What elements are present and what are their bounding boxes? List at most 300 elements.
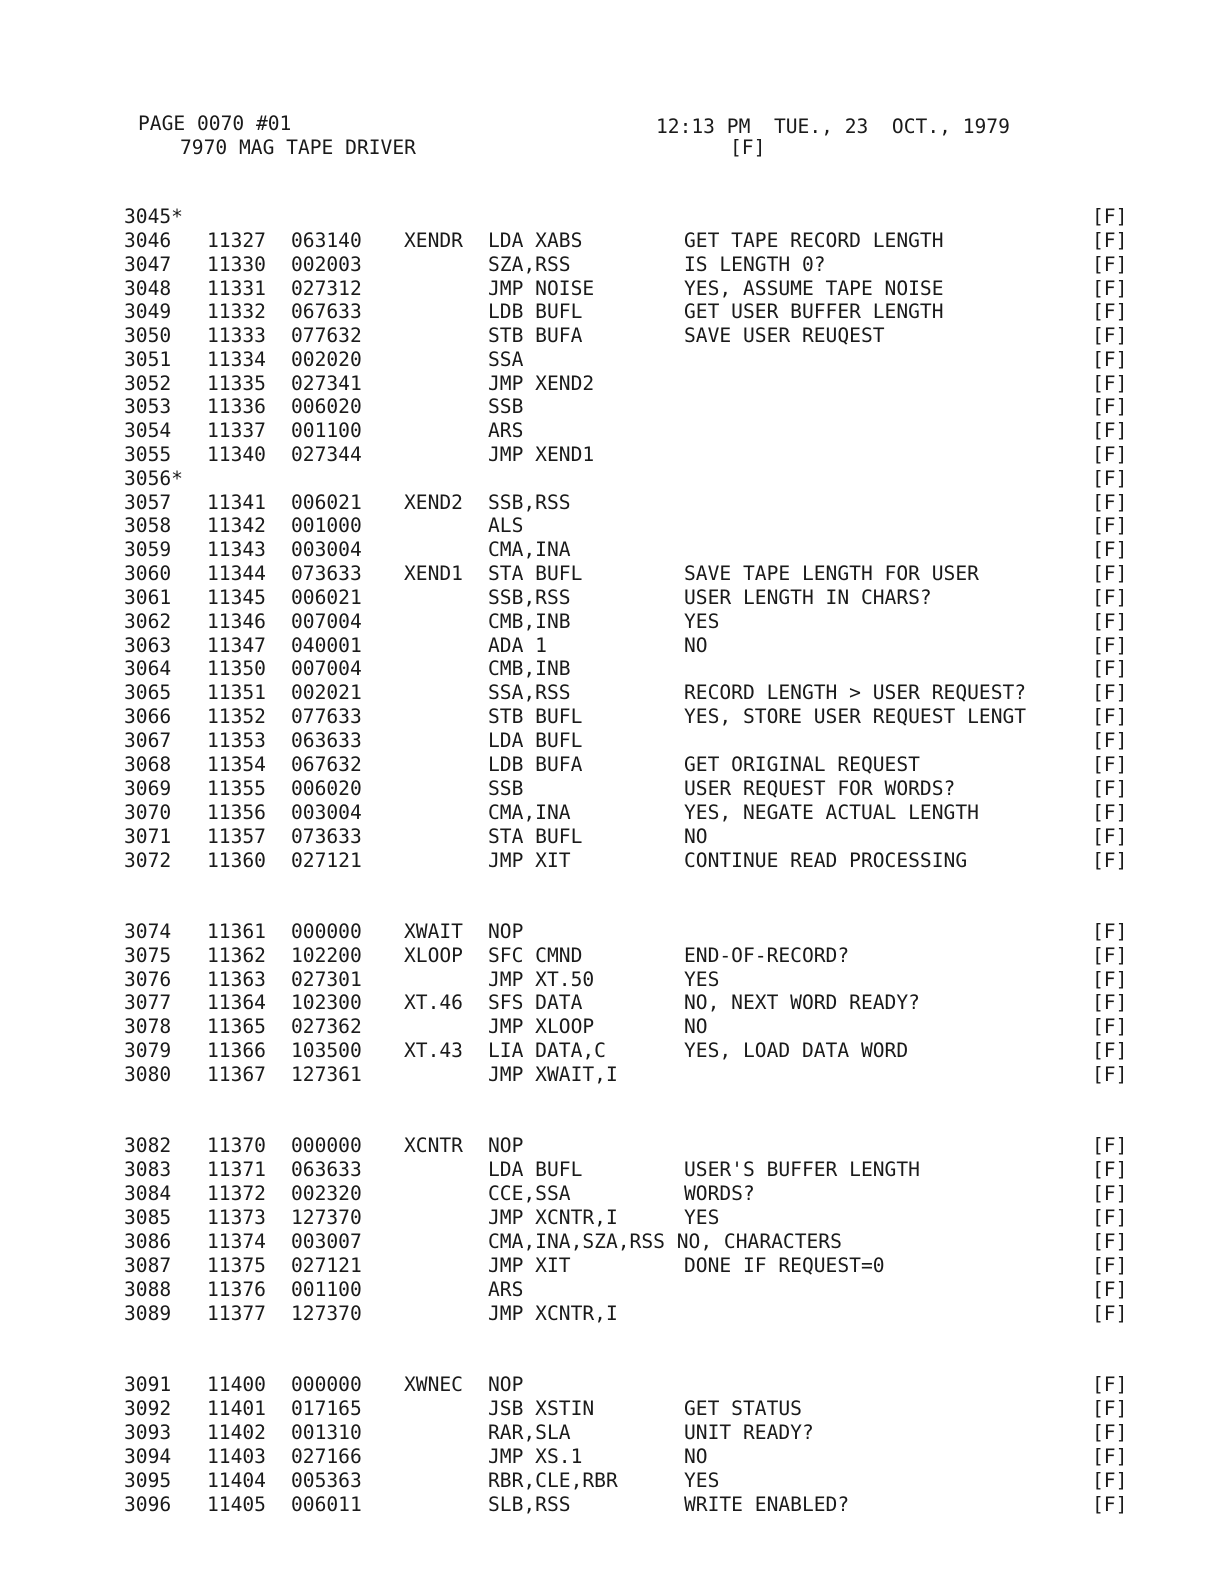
- instruction: SSB,RSS: [488, 491, 571, 514]
- line-number: 3089: [124, 1302, 172, 1325]
- memory-address: 11376: [207, 1278, 266, 1301]
- object-code: 073633: [291, 825, 362, 848]
- line-number: 3092: [124, 1397, 172, 1420]
- instruction: STA BUFL: [488, 562, 583, 585]
- line-number: 3072: [124, 849, 172, 872]
- comment: YES: [684, 1206, 720, 1229]
- instruction: JMP XT.50: [488, 968, 595, 991]
- memory-address: 11371: [207, 1158, 266, 1181]
- memory-address: 11327: [207, 229, 266, 252]
- memory-address: 11343: [207, 538, 266, 561]
- instruction: JMP XCNTR,I: [488, 1206, 618, 1229]
- comment: WRITE ENABLED?: [684, 1493, 850, 1516]
- comment: SAVE TAPE LENGTH FOR USER: [684, 562, 979, 585]
- object-code: 003004: [291, 538, 362, 561]
- object-code: 002020: [291, 348, 362, 371]
- object-code: 027344: [291, 443, 362, 466]
- flag: [F]: [1092, 849, 1128, 872]
- memory-address: 11335: [207, 372, 266, 395]
- comment: NO: [684, 1445, 708, 1468]
- flag: [F]: [1092, 491, 1128, 514]
- instruction: LIA DATA,C: [488, 1039, 606, 1062]
- instruction: SFC CMND: [488, 944, 583, 967]
- object-code: 127370: [291, 1302, 362, 1325]
- listing-line: [0, 1230, 1224, 1254]
- listing-line: [0, 586, 1224, 610]
- memory-address: 11400: [207, 1373, 266, 1396]
- flag: [F]: [1092, 205, 1128, 228]
- object-code: 006011: [291, 1493, 362, 1516]
- memory-address: 11333: [207, 324, 266, 347]
- flag: [F]: [1092, 801, 1128, 824]
- object-code: 000000: [291, 1134, 362, 1157]
- instruction: CMB,INB: [488, 657, 571, 680]
- object-code: 067633: [291, 300, 362, 323]
- line-number: 3045*: [124, 205, 183, 228]
- memory-address: 11365: [207, 1015, 266, 1038]
- flag: [F]: [1092, 920, 1128, 943]
- line-number: 3054: [124, 419, 172, 442]
- instruction: NOP: [488, 1373, 524, 1396]
- listing-line: [0, 419, 1224, 443]
- instruction: ADA 1: [488, 634, 547, 657]
- comment: END-OF-RECORD?: [684, 944, 850, 967]
- line-number: 3075: [124, 944, 172, 967]
- memory-address: 11372: [207, 1182, 266, 1205]
- line-number: 3064: [124, 657, 172, 680]
- listing-line: [0, 1278, 1224, 1302]
- line-number: 3074: [124, 920, 172, 943]
- listing-line: [0, 705, 1224, 729]
- comment: GET STATUS: [684, 1397, 802, 1420]
- instruction: ARS: [488, 1278, 524, 1301]
- object-code: 005363: [291, 1469, 362, 1492]
- flag: [F]: [1092, 1254, 1128, 1277]
- symbol-label: XLOOP: [404, 944, 463, 967]
- memory-address: 11351: [207, 681, 266, 704]
- flag: [F]: [1092, 1493, 1128, 1516]
- memory-address: 11345: [207, 586, 266, 609]
- flag: [F]: [1092, 1373, 1128, 1396]
- instruction: SSA,RSS: [488, 681, 571, 704]
- line-number: 3066: [124, 705, 172, 728]
- line-number: 3088: [124, 1278, 172, 1301]
- object-code: 007004: [291, 610, 362, 633]
- listing-line: [0, 562, 1224, 586]
- flag: [F]: [1092, 1206, 1128, 1229]
- listing-line: [0, 395, 1224, 419]
- object-code: 027362: [291, 1015, 362, 1038]
- memory-address: 11375: [207, 1254, 266, 1277]
- listing-line: [0, 634, 1224, 658]
- memory-address: 11331: [207, 277, 266, 300]
- line-number: 3079: [124, 1039, 172, 1062]
- instruction: LDA XABS: [488, 229, 583, 252]
- line-number: 3093: [124, 1421, 172, 1444]
- line-number: 3050: [124, 324, 172, 347]
- symbol-label: XWNEC: [404, 1373, 463, 1396]
- object-code: 006020: [291, 777, 362, 800]
- comment: USER REQUEST FOR WORDS?: [684, 777, 956, 800]
- memory-address: 11370: [207, 1134, 266, 1157]
- flag: [F]: [1092, 562, 1128, 585]
- comment: NO: [684, 825, 708, 848]
- listing-line: [0, 1063, 1224, 1087]
- symbol-label: XEND2: [404, 491, 463, 514]
- listing-line: [0, 491, 1224, 515]
- line-number: 3077: [124, 991, 172, 1014]
- memory-address: 11344: [207, 562, 266, 585]
- flag: [F]: [1092, 1063, 1128, 1086]
- object-code: 063633: [291, 729, 362, 752]
- line-number: 3046: [124, 229, 172, 252]
- listing-line: [0, 729, 1224, 753]
- instruction: CMA,INA,SZA,RSS NO, CHARACTERS: [488, 1230, 842, 1253]
- instruction: STB BUFA: [488, 324, 583, 347]
- instruction: JMP XS.1: [488, 1445, 583, 1468]
- memory-address: 11366: [207, 1039, 266, 1062]
- listing-line: [0, 1158, 1224, 1182]
- symbol-label: XWAIT: [404, 920, 463, 943]
- instruction: RAR,SLA: [488, 1421, 571, 1444]
- memory-address: 11361: [207, 920, 266, 943]
- comment: NO: [684, 1015, 708, 1038]
- flag: [F]: [1092, 610, 1128, 633]
- instruction: SSA: [488, 348, 524, 371]
- line-number: 3061: [124, 586, 172, 609]
- object-code: 102200: [291, 944, 362, 967]
- listing-line: [0, 991, 1224, 1015]
- memory-address: 11402: [207, 1421, 266, 1444]
- object-code: 003007: [291, 1230, 362, 1253]
- line-number: 3085: [124, 1206, 172, 1229]
- memory-address: 11340: [207, 443, 266, 466]
- flag: [F]: [1092, 1469, 1128, 1492]
- listing-line: [0, 1421, 1224, 1445]
- flag: [F]: [1092, 1134, 1128, 1157]
- line-number: 3076: [124, 968, 172, 991]
- line-number: 3095: [124, 1469, 172, 1492]
- object-code: 006020: [291, 395, 362, 418]
- comment: YES: [684, 1469, 720, 1492]
- flag: [F]: [1092, 348, 1128, 371]
- object-code: 001000: [291, 514, 362, 537]
- memory-address: 11332: [207, 300, 266, 323]
- listing-line: [0, 753, 1224, 777]
- memory-address: 11354: [207, 753, 266, 776]
- listing-line: [0, 1015, 1224, 1039]
- listing-line: [0, 1039, 1224, 1063]
- memory-address: 11405: [207, 1493, 266, 1516]
- memory-address: 11362: [207, 944, 266, 967]
- instruction: LDB BUFL: [488, 300, 583, 323]
- line-number: 3052: [124, 372, 172, 395]
- comment: USER'S BUFFER LENGTH: [684, 1158, 920, 1181]
- memory-address: 11374: [207, 1230, 266, 1253]
- object-code: 000000: [291, 1373, 362, 1396]
- instruction: SSB: [488, 395, 524, 418]
- instruction: JMP XWAIT,I: [488, 1063, 618, 1086]
- object-code: 002003: [291, 253, 362, 276]
- listing-line: [0, 538, 1224, 562]
- line-number: 3070: [124, 801, 172, 824]
- flag: [F]: [1092, 657, 1128, 680]
- instruction: JMP XIT: [488, 1254, 571, 1277]
- line-number: 3078: [124, 1015, 172, 1038]
- listing-line: [0, 1302, 1224, 1326]
- listing-line: [0, 657, 1224, 681]
- instruction: SZA,RSS: [488, 253, 571, 276]
- flag: [F]: [1092, 634, 1128, 657]
- object-code: 001310: [291, 1421, 362, 1444]
- object-code: 063633: [291, 1158, 362, 1181]
- listing-line: [0, 277, 1224, 301]
- document-title: 7970 MAG TAPE DRIVER: [180, 136, 416, 159]
- line-number: 3062: [124, 610, 172, 633]
- page-number: PAGE 0070 #01: [138, 112, 292, 135]
- line-number: 3068: [124, 753, 172, 776]
- line-number: 3055: [124, 443, 172, 466]
- object-code: 027121: [291, 849, 362, 872]
- line-number: 3083: [124, 1158, 172, 1181]
- object-code: 102300: [291, 991, 362, 1014]
- flag: [F]: [1092, 372, 1128, 395]
- line-number: 3051: [124, 348, 172, 371]
- listing-line: [0, 968, 1224, 992]
- flag: [F]: [1092, 1182, 1128, 1205]
- comment: YES, STORE USER REQUEST LENGT: [684, 705, 1027, 728]
- line-number: 3065: [124, 681, 172, 704]
- flag: [F]: [1092, 514, 1128, 537]
- flag: [F]: [1092, 277, 1128, 300]
- instruction: LDA BUFL: [488, 1158, 583, 1181]
- object-code: 040001: [291, 634, 362, 657]
- symbol-label: XEND1: [404, 562, 463, 585]
- flag: [F]: [1092, 729, 1128, 752]
- line-number: 3069: [124, 777, 172, 800]
- object-code: 007004: [291, 657, 362, 680]
- instruction: ARS: [488, 419, 524, 442]
- flag: [F]: [1092, 944, 1128, 967]
- memory-address: 11360: [207, 849, 266, 872]
- line-number: 3049: [124, 300, 172, 323]
- object-code: 077632: [291, 324, 362, 347]
- comment: GET USER BUFFER LENGTH: [684, 300, 944, 323]
- flag: [F]: [1092, 324, 1128, 347]
- symbol-label: XT.46: [404, 991, 463, 1014]
- memory-address: 11373: [207, 1206, 266, 1229]
- object-code: 127370: [291, 1206, 362, 1229]
- object-code: 001100: [291, 1278, 362, 1301]
- memory-address: 11401: [207, 1397, 266, 1420]
- memory-address: 11403: [207, 1445, 266, 1468]
- instruction: CMB,INB: [488, 610, 571, 633]
- comment: RECORD LENGTH > USER REQUEST?: [684, 681, 1027, 704]
- listing-line: [0, 467, 1224, 491]
- object-code: 017165: [291, 1397, 362, 1420]
- memory-address: 11356: [207, 801, 266, 824]
- memory-address: 11367: [207, 1063, 266, 1086]
- line-number: 3096: [124, 1493, 172, 1516]
- line-number: 3086: [124, 1230, 172, 1253]
- flag: [F]: [1092, 705, 1128, 728]
- instruction: JMP XIT: [488, 849, 571, 872]
- line-number: 3082: [124, 1134, 172, 1157]
- comment: SAVE USER REUQEST: [684, 324, 885, 347]
- object-code: 006021: [291, 491, 362, 514]
- flag: [F]: [1092, 253, 1128, 276]
- instruction: STB BUFL: [488, 705, 583, 728]
- object-code: 067632: [291, 753, 362, 776]
- instruction: CCE,SSA: [488, 1182, 571, 1205]
- memory-address: 11352: [207, 705, 266, 728]
- flag: [F]: [1092, 300, 1128, 323]
- memory-address: 11357: [207, 825, 266, 848]
- comment: YES: [684, 968, 720, 991]
- listing-line: [0, 944, 1224, 968]
- memory-address: 11353: [207, 729, 266, 752]
- flag: [F]: [1092, 1278, 1128, 1301]
- flag: [F]: [1092, 1158, 1128, 1181]
- instruction: JMP NOISE: [488, 277, 595, 300]
- flag: [F]: [1092, 1421, 1128, 1444]
- line-number: 3071: [124, 825, 172, 848]
- comment: DONE IF REQUEST=0: [684, 1254, 885, 1277]
- instruction: SSB,RSS: [488, 586, 571, 609]
- memory-address: 11347: [207, 634, 266, 657]
- flag: [F]: [1092, 419, 1128, 442]
- listing-line: [0, 1397, 1224, 1421]
- instruction: CMA,INA: [488, 801, 571, 824]
- line-number: 3060: [124, 562, 172, 585]
- object-code: 000000: [291, 920, 362, 943]
- listing-line: [0, 1182, 1224, 1206]
- memory-address: 11330: [207, 253, 266, 276]
- object-code: 027341: [291, 372, 362, 395]
- line-number: 3056*: [124, 467, 183, 490]
- header-flag: [F]: [730, 136, 766, 159]
- object-code: 003004: [291, 801, 362, 824]
- instruction: JSB XSTIN: [488, 1397, 595, 1420]
- listing-line: [0, 681, 1224, 705]
- flag: [F]: [1092, 1445, 1128, 1468]
- line-number: 3063: [124, 634, 172, 657]
- instruction: SSB: [488, 777, 524, 800]
- memory-address: 11342: [207, 514, 266, 537]
- listing-line: [0, 300, 1224, 324]
- listing-line: [0, 1206, 1224, 1230]
- comment: WORDS?: [684, 1182, 755, 1205]
- memory-address: 11337: [207, 419, 266, 442]
- instruction: STA BUFL: [488, 825, 583, 848]
- line-number: 3058: [124, 514, 172, 537]
- comment: YES: [684, 610, 720, 633]
- memory-address: 11404: [207, 1469, 266, 1492]
- flag: [F]: [1092, 825, 1128, 848]
- line-number: 3087: [124, 1254, 172, 1277]
- object-code: 073633: [291, 562, 362, 585]
- flag: [F]: [1092, 443, 1128, 466]
- listing-line: [0, 443, 1224, 467]
- comment: NO, NEXT WORD READY?: [684, 991, 920, 1014]
- listing-line: [0, 229, 1224, 253]
- comment: USER LENGTH IN CHARS?: [684, 586, 932, 609]
- instruction: JMP XEND1: [488, 443, 595, 466]
- memory-address: 11377: [207, 1302, 266, 1325]
- comment: NO: [684, 634, 708, 657]
- memory-address: 11363: [207, 968, 266, 991]
- instruction: ALS: [488, 514, 524, 537]
- flag: [F]: [1092, 538, 1128, 561]
- listing-line: [0, 849, 1224, 873]
- listing-line: [0, 324, 1224, 348]
- listing-line: [0, 801, 1224, 825]
- instruction: SLB,RSS: [488, 1493, 571, 1516]
- flag: [F]: [1092, 1039, 1128, 1062]
- flag: [F]: [1092, 777, 1128, 800]
- listing-line: [0, 825, 1224, 849]
- symbol-label: XCNTR: [404, 1134, 463, 1157]
- listing-line: [0, 1373, 1224, 1397]
- object-code: 002021: [291, 681, 362, 704]
- listing-line: [0, 777, 1224, 801]
- symbol-label: XT.43: [404, 1039, 463, 1062]
- comment: IS LENGTH 0?: [684, 253, 826, 276]
- flag: [F]: [1092, 968, 1128, 991]
- listing-line: [0, 1254, 1224, 1278]
- flag: [F]: [1092, 753, 1128, 776]
- object-code: 027301: [291, 968, 362, 991]
- print-datetime: 12:13 PM TUE., 23 OCT., 1979: [656, 115, 1010, 138]
- comment: GET TAPE RECORD LENGTH: [684, 229, 944, 252]
- object-code: 103500: [291, 1039, 362, 1062]
- memory-address: 11334: [207, 348, 266, 371]
- listing-line: [0, 348, 1224, 372]
- flag: [F]: [1092, 991, 1128, 1014]
- listing-line: [0, 920, 1224, 944]
- listing-line: [0, 514, 1224, 538]
- flag: [F]: [1092, 1302, 1128, 1325]
- listing-line: [0, 1469, 1224, 1493]
- instruction: NOP: [488, 1134, 524, 1157]
- instruction: JMP XEND2: [488, 372, 595, 395]
- object-code: 063140: [291, 229, 362, 252]
- instruction: CMA,INA: [488, 538, 571, 561]
- object-code: 027312: [291, 277, 362, 300]
- line-number: 3047: [124, 253, 172, 276]
- object-code: 001100: [291, 419, 362, 442]
- instruction: JMP XCNTR,I: [488, 1302, 618, 1325]
- listing-line: [0, 205, 1224, 229]
- listing-line: [0, 1445, 1224, 1469]
- instruction: NOP: [488, 920, 524, 943]
- comment: CONTINUE READ PROCESSING: [684, 849, 968, 872]
- comment: UNIT READY?: [684, 1421, 814, 1444]
- comment: YES, NEGATE ACTUAL LENGTH: [684, 801, 979, 824]
- flag: [F]: [1092, 586, 1128, 609]
- memory-address: 11350: [207, 657, 266, 680]
- flag: [F]: [1092, 229, 1128, 252]
- comment: YES, ASSUME TAPE NOISE: [684, 277, 944, 300]
- line-number: 3059: [124, 538, 172, 561]
- line-number: 3084: [124, 1182, 172, 1205]
- instruction: SFS DATA: [488, 991, 583, 1014]
- object-code: 077633: [291, 705, 362, 728]
- flag: [F]: [1092, 1397, 1128, 1420]
- instruction: LDA BUFL: [488, 729, 583, 752]
- listing-line: [0, 610, 1224, 634]
- object-code: 127361: [291, 1063, 362, 1086]
